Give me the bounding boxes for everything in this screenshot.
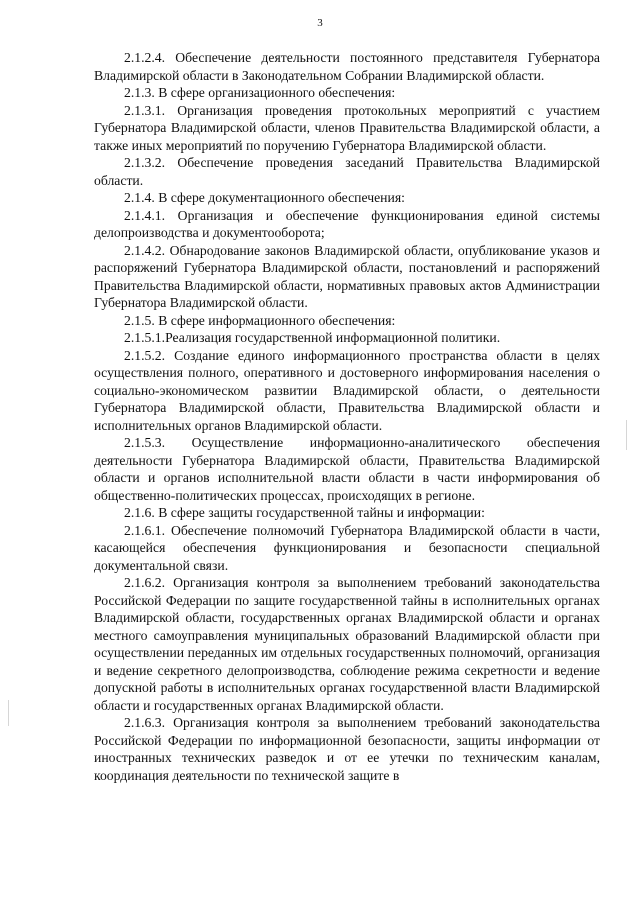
page-number: 3 <box>317 17 323 29</box>
paragraph-2-1-4-1: 2.1.4.1. Организация и обеспечение функционирования единой системы делопроизводства и документооборота; <box>94 207 600 240</box>
paragraph-2-1-3-2: 2.1.3.2. Обеспечение проведения заседаний Правительства Владимирской области. <box>94 155 600 188</box>
scan-margin-mark <box>626 420 627 450</box>
paragraph-2-1-2-4: 2.1.2.4. Обеспечение деятельности постоянного представителя Губернатора Владимирской области в Законодательном Собрании Владимирской области. <box>94 50 600 83</box>
paragraph-2-1-3-1: 2.1.3.1. Организация проведения протокольных мероприятий с участием Губернатора Владимирской области, членов Правительства Владимирской области, а также иных мероприятий по поручению Губернатора Владимирской области. <box>94 102 600 153</box>
paragraph-2-1-6: 2.1.6. В сфере защиты государственной тайны и информации: <box>124 505 485 520</box>
paragraph-2-1-5: 2.1.5. В сфере информационного обеспечения: <box>124 312 396 328</box>
paragraph-2-1-5-2: 2.1.5.2. Создание единого информационного пространства области в целях осуществления полного, оперативного и достоверного информирования населения о социально-экономическом развитии Владимирской области, о деятельности Губернатора Владимирской области, Правительства Владимирской области и исполнительных органов Владимирской области. <box>94 347 600 433</box>
paragraph-2-1-5-1: 2.1.5.1.Реализация государственной информационной политики. <box>124 330 501 345</box>
document-body <box>94 49 600 784</box>
paragraph-2-1-6-3: 2.1.6.3. Организация контроля за выполнением требований законодательства Российской Федерации по информационной безопасности, защиты информации от иностранных технических разведок и от ее утечки по техническим каналам, координация деятельности по технической защите в <box>94 715 600 783</box>
paragraph-2-1-4-2: 2.1.4.2. Обнародование законов Владимирской области, опубликование указов и распоряжений Губернатора Владимирской области, постановлений и распоряжений Правительства Владимирской области, нормативных правовых актов Администрации Губернатора Владимирской области. <box>94 242 600 310</box>
paragraph-2-1-4: 2.1.4. В сфере документационного обеспечения: <box>124 190 405 205</box>
paragraph-2-1-6-2: 2.1.6.2. Организация контроля за выполнением требований законодательства Российской Федерации по защите государственной тайны в исполнительных органах Владимирской области, государственных органах Владимирской области и органах местного самоуправления муниципальных образований Владимирской области при осуществлении переданных им отдельных государственных полномочий, организация и ведение секретного делопроизводства, соблюдение режима секретности и ведение допускной работы в исполнительных органах государственной власти Владимирской области и государственных органах Владимирской области. <box>94 575 600 713</box>
paragraph-2-1-6-1: 2.1.6.1. Обеспечение полномочий Губернатора Владимирской области в части, касающейся обеспечения функционирования и безопасности специальной документальной связи. <box>94 522 600 573</box>
scan-margin-mark <box>8 700 9 726</box>
paragraph-2-1-5-3: 2.1.5.3. Осуществление информационно-аналитического обеспечения деятельности Губернатора Владимирской области, Правительства Владимирской области и органов исполнительной власти области в части информирования об общественно-политических процессах, происходящих в регионе. <box>94 435 600 503</box>
paragraph-2-1-3: 2.1.3. В сфере организационного обеспечения: <box>124 85 396 100</box>
